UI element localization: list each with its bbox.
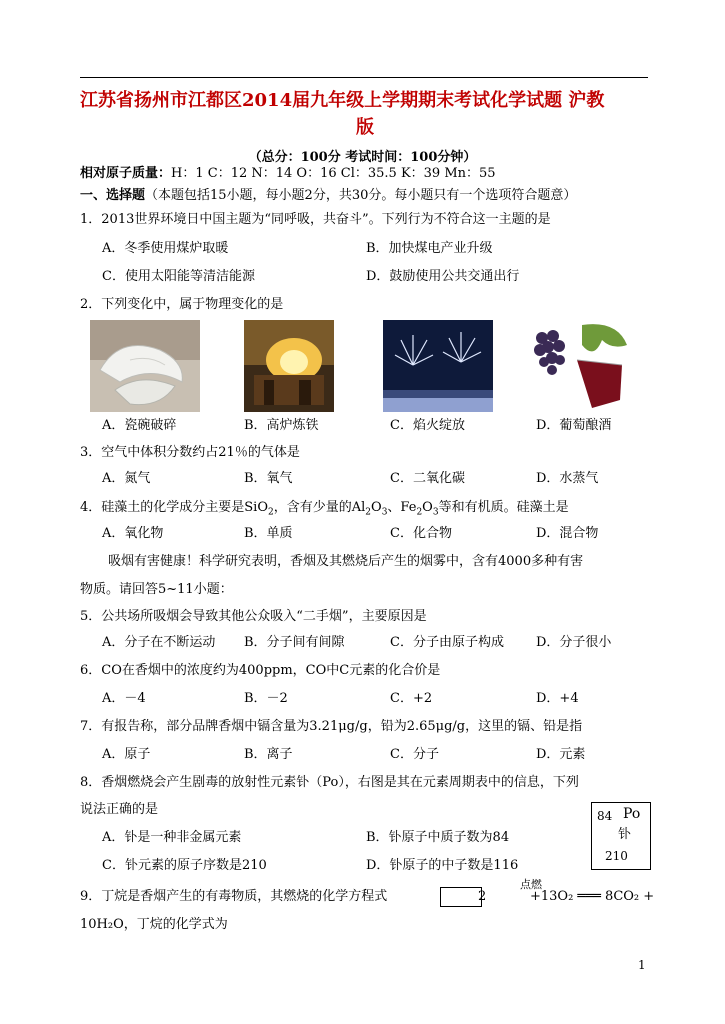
q5-option-c: C．分子由原子构成 [390, 635, 504, 650]
q9-stem-line-2: 10H₂O，丁烷的化学式为 [80, 917, 228, 932]
answer-blank[interactable] [440, 887, 482, 907]
q7-option-c: C．分子 [390, 747, 439, 762]
q8-option-c: C．钋元素的原子序数是210 [102, 858, 267, 873]
periodic-table-cell [591, 802, 651, 870]
q2-option-b: B．高炉炼铁 [244, 418, 319, 433]
passage-line-1: 吸烟有害健康！科学研究表明，香烟及其燃烧后产生的烟雾中，含有4000多种有害 [108, 554, 584, 569]
q9-stem: 9．丁烷是香烟产生的有毒物质，其燃烧的化学方程式 [80, 889, 388, 904]
passage-line-2: 物质。请回答5~11小题： [80, 582, 233, 597]
q6-option-a: A．－4 [102, 691, 146, 706]
q1-option-d: D．鼓励使用公共交通出行 [366, 269, 520, 284]
q1-option-c: C．使用太阳能等清洁能源 [102, 269, 255, 284]
page-title-continued: 版 [356, 117, 374, 138]
element-symbol: Po [623, 806, 641, 822]
q8-option-a: A．钋是一种非金属元素 [102, 830, 242, 845]
fireworks-image [383, 320, 493, 412]
q2-option-c: C．焰火绽放 [390, 418, 465, 433]
q4-option-b: B．单质 [244, 526, 293, 541]
q4-stem-part: 、Fe [387, 500, 417, 515]
q2-option-a: A．瓷碗破碎 [102, 418, 177, 433]
q2-option-d: D．葡萄酿酒 [536, 418, 612, 433]
q6-stem: 6．CO在香烟中的浓度约为400ppm，CO中C元素的化合价是 [80, 663, 441, 678]
exam-info: （总分：100分 考试时间：100分钟） [248, 150, 477, 165]
grapes-wine-image [522, 320, 632, 412]
q8-option-b: B．钋原子中质子数为84 [366, 830, 510, 845]
header-rule [80, 77, 648, 78]
q4-stem-part: 等和有机质。硅藻土是 [438, 500, 569, 515]
q1-option-a: A．冬季使用煤炉取暖 [102, 241, 229, 256]
atomic-mass-label: 相对原子质量： [80, 166, 172, 181]
q2-stem: 2．下列变化中，属于物理变化的是 [80, 297, 284, 312]
equation-coefficient: 2 [478, 889, 487, 904]
blast-furnace-image [244, 320, 334, 412]
q3-option-a: A．氮气 [102, 471, 151, 486]
q4-stem-part: ，含有少量的Al [273, 500, 366, 515]
q8-stem-line-2: 说法正确的是 [80, 802, 159, 817]
atomic-mass-line [80, 165, 496, 183]
q3-option-b: B．氧气 [244, 471, 293, 486]
q4-stem-part: O [371, 500, 382, 515]
subscript: 3 [381, 507, 388, 518]
q8-option-d: D．钋原子的中子数是116 [366, 858, 519, 873]
page-title: 江苏省扬州市江都区2014届九年级上学期期末考试化学试题 沪教 [80, 90, 605, 111]
section-note: （本题包括15小题，每小题2分，共30分。每小题只有一个选项符合题意） [145, 188, 577, 203]
q5-option-a: A．分子在不断运动 [102, 635, 216, 650]
q5-option-d: D．分子很小 [536, 635, 612, 650]
q1-option-b: B．加快煤电产业升级 [366, 241, 493, 256]
equation-rhs: +13O₂ ═══ 8CO₂ + [530, 889, 655, 904]
element-name: 钋 [618, 827, 632, 842]
q3-option-c: C．二氧化碳 [390, 471, 465, 486]
atomic-mass: 210 [605, 849, 628, 863]
atomic-number: 84 [597, 809, 613, 823]
q6-option-c: C．+2 [390, 691, 433, 706]
reaction-condition: 点燃 [520, 878, 542, 891]
q7-option-d: D．元素 [536, 747, 586, 762]
subscript: 2 [268, 507, 274, 518]
q5-stem: 5．公共场所吸烟会导致其他公众吸入“二手烟”，主要原因是 [80, 609, 427, 624]
q4-option-a: A．氧化物 [102, 526, 164, 541]
section-heading [80, 187, 576, 205]
q4-option-d: D．混合物 [536, 526, 599, 541]
broken-bowl-image [90, 320, 200, 412]
q7-option-a: A．原子 [102, 747, 151, 762]
subscript: 2 [416, 507, 423, 518]
q4-stem-part: O [422, 500, 433, 515]
q1-stem: 1．2013世界环境日中国主题为“同呼吸，共奋斗”。下列行为不符合这一主题的是 [80, 212, 551, 227]
section-label: 一、选择题 [80, 188, 146, 203]
q4-option-c: C．化合物 [390, 526, 452, 541]
subscript: 3 [432, 507, 439, 518]
q3-stem: 3．空气中体积分数约占21％的气体是 [80, 445, 300, 460]
q6-option-d: D．+4 [536, 691, 579, 706]
q3-option-d: D．水蒸气 [536, 471, 599, 486]
q4-stem-part: 4．硅藻土的化学成分主要是SiO [80, 500, 268, 515]
atomic-mass-values: H：1 C：12 N：14 O：16 Cl：35.5 K：39 Mn：55 [171, 166, 496, 181]
q7-option-b: B．离子 [244, 747, 293, 762]
q6-option-b: B．－2 [244, 691, 288, 706]
subscript: 2 [365, 507, 372, 518]
q8-stem-line-1: 8．香烟燃烧会产生剧毒的放射性元素钋（Po），右图是其在元素周期表中的信息，下列 [80, 775, 579, 790]
q4-stem [80, 499, 569, 522]
page-number: 1 [638, 958, 646, 972]
q5-option-b: B．分子间有间隙 [244, 635, 345, 650]
q7-stem: 7．有报告称，部分品牌香烟中镉含量为3.21μg/g，铅为2.65μg/g，这里的镉、铅是指 [80, 719, 583, 734]
